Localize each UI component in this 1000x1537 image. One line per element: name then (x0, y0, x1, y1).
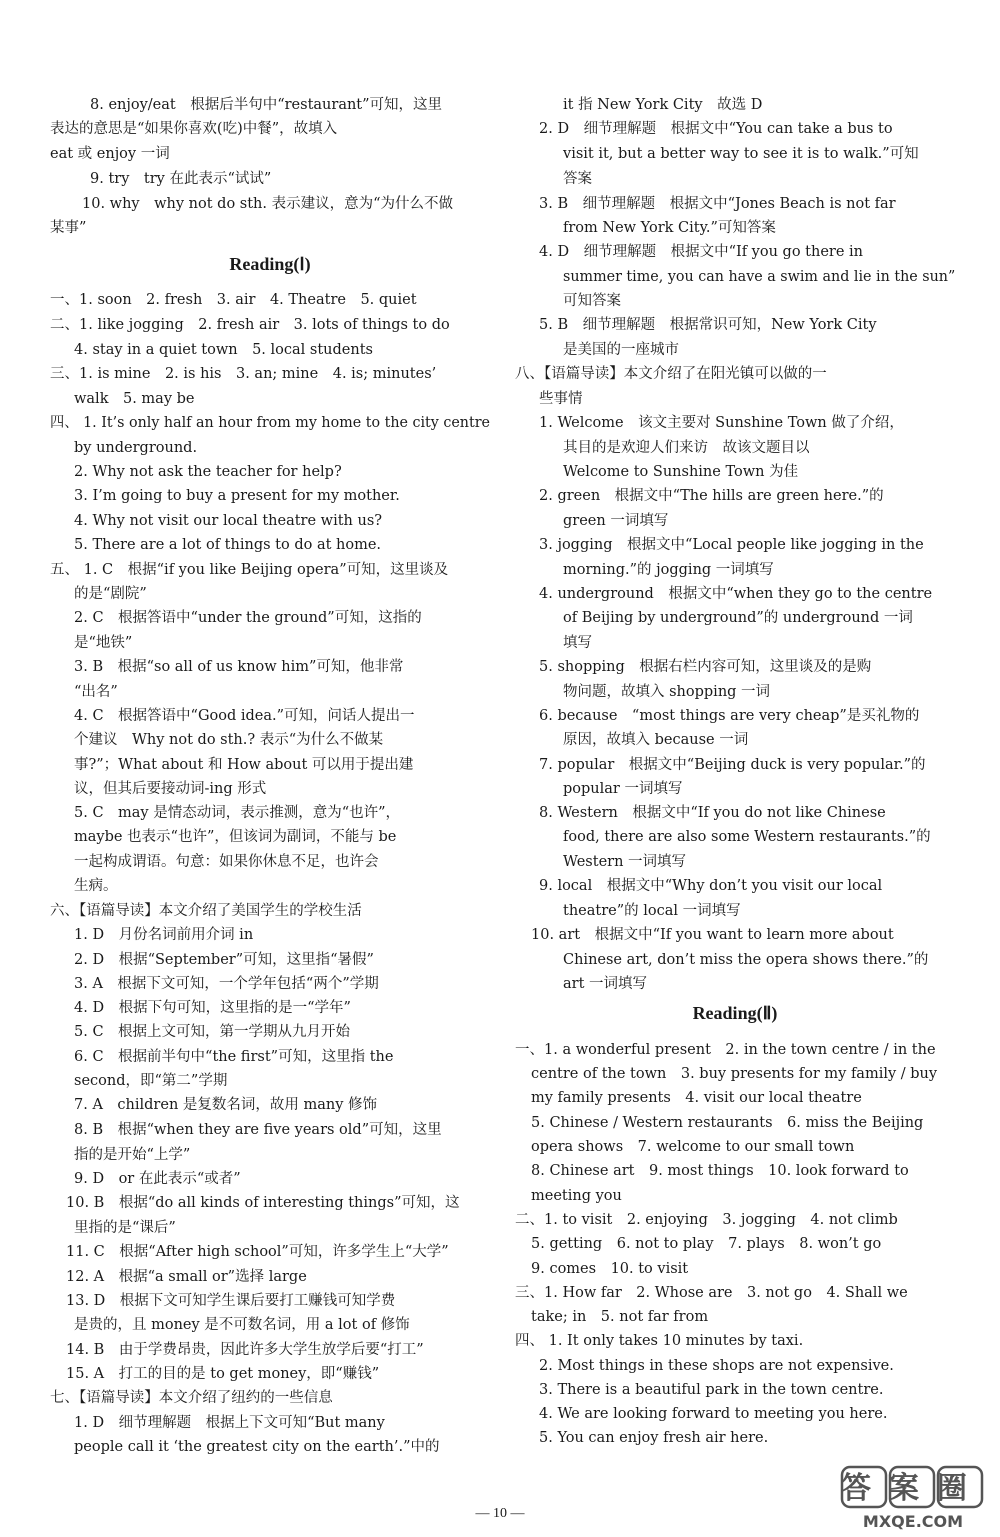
right-column-line: 一、1. a wonderful present 2. in the town centre / in the (515, 1042, 936, 1058)
right-column-line: visit it, but a better way to see it is to walk.”可知 (563, 146, 919, 162)
left-column-line: 二、1. like jogging 2. fresh air 3. lots of things to do (50, 317, 450, 333)
right-column-line: 5. Chinese / Western restaurants 6. miss the Beijing (531, 1115, 924, 1131)
left-column-line: 10. why why not do sth. 表示建议，意为“为什么不做 (82, 196, 454, 212)
left-column-line: 13. D 根据下文可知学生课后要打工赚钱可知学费 (66, 1293, 396, 1309)
left-column-line: 四、 1. It’s only half an hour from my home to the city centre (50, 415, 491, 431)
right-column-line: 二、1. to visit 2. enjoying 3. jogging 4. not climb (515, 1212, 898, 1228)
left-column-line: by underground. (74, 440, 198, 456)
left-column-line: 2. C 根据答语中“under the ground”可知，这指的 (74, 610, 422, 626)
left-column-line: 是贵的，且 money 是不可数名词，用 a lot of 修饰 (74, 1317, 410, 1333)
right-column-line: art 一词填写 (563, 976, 648, 992)
right-column-line: 9. local 根据文中“Why don’t you visit our local (539, 878, 883, 894)
left-column-line: maybe 也表示“也许”，但该词为副词，不能与 be (74, 829, 397, 845)
right-column-line: Chinese art, don’t miss the opera shows there.”的 (563, 952, 929, 968)
right-column-line: Welcome to Sunshine Town 为佳 (563, 464, 799, 480)
left-column-line: 3. B 根据“so all of us know him”可知，他非常 (74, 659, 404, 675)
right-column-line: 其目的是欢迎人们来访 故该文题目以 (563, 440, 810, 456)
right-column-line: 答案 (563, 171, 592, 187)
left-column-line: 某事” (50, 220, 87, 236)
left-column-line: 指的是开始“上学” (74, 1147, 191, 1163)
left-column-line: 是“地铁” (74, 635, 133, 651)
right-column-line: 填写 (563, 635, 592, 651)
right-column-line: of Beijing by underground”的 underground 一词 (563, 610, 913, 626)
right-column-line: 5. B 细节理解题 根据常识可知，New York City (539, 317, 877, 333)
right-column-line: 原因，故填入 because 一词 (563, 732, 749, 748)
left-column-line: 4. C 根据答语中“Good idea.”可知，问话人提出一 (74, 708, 415, 724)
left-column-line: 3. I’m going to buy a present for my mother. (74, 488, 400, 504)
right-column-line: popular 一词填写 (563, 781, 683, 797)
left-column-line: 9. D or 在此表示“或者” (74, 1171, 241, 1187)
left-column-line: 6. C 根据前半句中“the first”可知，这里指 the (74, 1049, 394, 1065)
page-number: — 10 — (475, 1506, 525, 1521)
left-column-line: 11. C 根据“After high school”可知，许多学生上“大学” (66, 1244, 449, 1260)
left-column-line: 9. try try 在此表示“试试” (90, 171, 272, 187)
right-column-line: 9. comes 10. to visit (531, 1261, 689, 1277)
left-column-line: 事?”；What about 和 How about 可以用于提出建 (74, 757, 414, 773)
left-column-line: 一起构成谓语。句意：如果你休息不足，也许会 (74, 854, 379, 870)
left-column-line: 七、【语篇导读】本文介绍了纽约的一些信息 (50, 1390, 333, 1406)
left-column-line: 生病。 (74, 878, 118, 894)
right-column-line: morning.”的 jogging 一词填写 (563, 562, 774, 578)
left-column-line: 六、【语篇导读】本文介绍了美国学生的学校生活 (50, 903, 362, 919)
right-column-line: opera shows 7. welcome to our small town (531, 1139, 855, 1155)
left-column-line: 14. B 由于学费昂贵，因此许多大学生放学后要“打工” (66, 1342, 424, 1358)
watermark-logo (838, 1463, 988, 1533)
left-column-line: 2. Why not ask the teacher for help? (74, 464, 342, 480)
left-column-line: 里指的是“课后” (74, 1220, 176, 1236)
left-column-line: 5. There are a lot of things to do at home. (74, 537, 382, 553)
right-column-line: 4. D 细节理解题 根据文中“If you go there in (539, 244, 864, 260)
left-column-line: 1. D 月份名词前用介词 in (74, 927, 254, 943)
left-column-line: 15. A 打工的目的是 to get money，即“赚钱” (66, 1366, 380, 1382)
left-column-line: 五、 1. C 根据“if you like Beijing opera”可知，这里谈及 (50, 562, 449, 578)
right-column-line: 8. Chinese art 9. most things 10. look forward to (531, 1163, 909, 1179)
right-column-line: centre of the town 3. buy presents for my family / buy (531, 1066, 938, 1082)
right-column-line: 物问题，故填入 shopping 一词 (563, 684, 771, 700)
right-column-line: 7. popular 根据文中“Beijing duck is very popular.”的 (539, 757, 926, 773)
right-column-line: food, there are also some Western restaurants.”的 (563, 829, 931, 845)
left-column-line: 2. D 根据“September”可知，这里指“暑假” (74, 952, 374, 968)
right-column-line: 2. Most things in these shops are not expensive. (539, 1358, 894, 1374)
left-column-line: people call it ‘the greatest city on the earth’.”中的 (74, 1439, 440, 1455)
right-column-line: 2. green 根据文中“The hills are green here.”的 (539, 488, 884, 504)
right-column-line: Western 一词填写 (563, 854, 687, 870)
left-column-line: 4. Why not visit our local theatre with us? (74, 513, 383, 529)
left-column-line: 表达的意思是“如果你喜欢(吃)中餐”，故填入 (50, 121, 338, 137)
right-column-line: 6. because “most things are very cheap”是买礼物的 (539, 708, 920, 724)
right-column-line: it 指 New York City 故选 D (563, 97, 763, 113)
right-column-line: theatre”的 local 一词填写 (563, 903, 741, 919)
left-column-line: 7. A children 是复数名词，故用 many 修饰 (74, 1097, 378, 1113)
right-column-line: 是美国的一座城市 (563, 342, 679, 358)
left-column-line: eat 或 enjoy 一词 (50, 146, 170, 162)
right-column-line: 10. art 根据文中“If you want to learn more about (531, 927, 894, 943)
right-column-line: 3. B 细节理解题 根据文中“Jones Beach is not far (539, 196, 896, 212)
right-column-line: 4. underground 根据文中“when they go to the centre (539, 586, 933, 602)
right-column-line: 2. D 细节理解题 根据文中“You can take a bus to (539, 121, 893, 137)
left-column-line: 5. C may 是情态动词，表示推测，意为“也许”， (74, 805, 401, 821)
right-column-line: green 一词填写 (563, 513, 669, 529)
right-column-line: 8. Western 根据文中“If you do not like Chinese (539, 805, 886, 821)
right-column-line: my family presents 4. visit our local theatre (531, 1090, 862, 1106)
right-column-line: 5. You can enjoy fresh air here. (539, 1430, 769, 1446)
right-column-line: 5. getting 6. not to play 7. plays 8. won’t go (531, 1236, 882, 1252)
right-column-line: 4. We are looking forward to meeting you here. (539, 1406, 888, 1422)
left-column-line: 个建议 Why not do sth.? 表示“为什么不做某 (74, 732, 384, 748)
left-column-line: 一、1. soon 2. fresh 3. air 4. Theatre 5. quiet (50, 292, 417, 308)
left-column-line: walk 5. may be (74, 391, 195, 407)
left-column-line: “出名” (74, 684, 118, 700)
left-column-line: 1. D 细节理解题 根据上下文可知“But many (74, 1415, 385, 1431)
right-column-line: 5. shopping 根据右栏内容可知，这里谈及的是购 (539, 659, 872, 675)
right-column-line: 四、 1. It only takes 10 minutes by taxi. (515, 1333, 804, 1349)
right-column-line: 些事情 (539, 391, 583, 407)
left-column-line: 三、1. is mine 2. is his 3. an; mine 4. is; minutes’ (50, 366, 437, 382)
left-column-line: 4. D 根据下句可知，这里指的是一“学年” (74, 1000, 351, 1016)
right-column-line: summer time, you can have a swim and lie in the sun” (563, 269, 956, 285)
left-column-line: 议，但其后要接动词-ing 形式 (74, 781, 267, 797)
right-column-line: from New York City.”可知答案 (563, 220, 776, 236)
right-column-line: take; in 5. not far from (531, 1309, 709, 1325)
left-column-line: 8. B 根据“when they are five years old”可知，这里 (74, 1122, 442, 1138)
left-column-line: 10. B 根据“do all kinds of interesting things”可知，这 (66, 1195, 460, 1211)
left-column-line: second，即“第二”学期 (74, 1073, 228, 1089)
right-column-line: 1. Welcome 该文主要对 Sunshine Town 做了介绍， (539, 415, 904, 431)
watermark-url: MXQE.COM (862, 1512, 964, 1531)
section-title-reading-2: Reading(Ⅱ) (692, 1003, 778, 1023)
right-column-line: meeting you (531, 1188, 622, 1204)
right-column-line: 3. jogging 根据文中“Local people like jogging in the (539, 537, 924, 553)
right-column-line: 3. There is a beautiful park in the town centre. (539, 1382, 884, 1398)
section-title-reading-1: Reading(Ⅰ) (229, 254, 311, 274)
right-column-line: 三、1. How far 2. Whose are 3. not go 4. Shall we (515, 1285, 908, 1301)
left-column-line: 3. A 根据下文可知，一个学年包括“两个”学期 (74, 976, 379, 992)
right-column-line: 可知答案 (563, 293, 621, 309)
left-column-line: 8. enjoy/eat 根据后半句中“restaurant”可知，这里 (90, 97, 443, 113)
right-column-line: 八、【语篇导读】本文介绍了在阳光镇可以做的一 (515, 366, 827, 382)
left-column-line: 5. C 根据上文可知，第一学期从九月开始 (74, 1024, 351, 1040)
left-column-line: 的是“剧院” (74, 586, 147, 602)
watermark-text: 答案圈 (841, 1471, 985, 1506)
left-column-line: 12. A 根据“a small or”选择 large (66, 1269, 307, 1285)
left-column-line: 4. stay in a quiet town 5. local students (74, 342, 373, 358)
